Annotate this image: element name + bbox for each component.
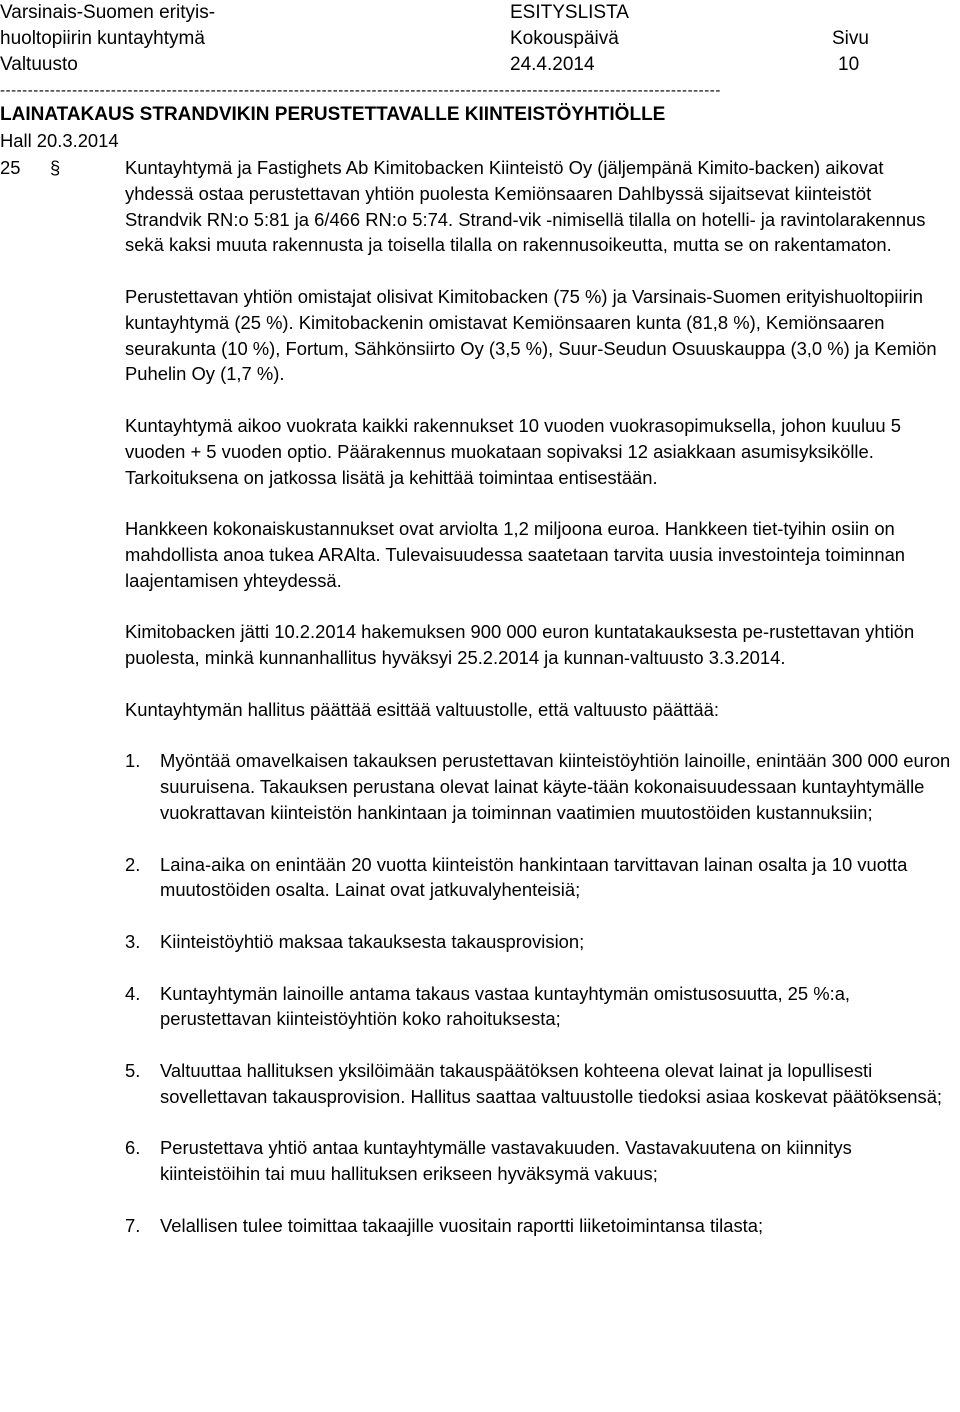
item-number: 3. [125, 930, 141, 952]
header-separator: ---------------------------------------------------------------------------------------------------------------------------------- [0, 82, 721, 99]
board-meeting-ref: Hall 20.3.2014 [0, 130, 119, 151]
item-text: Perustettava yhtiö antaa kuntayhtymälle vastavakuuden. Vastavakuutena on kiinnitys kiinteistöihin tai muu hallituksen erikseen hyväksymä vakuus; [160, 1137, 852, 1185]
item-number: 6. [125, 1137, 141, 1159]
item-text: Laina-aika on enintään 20 vuotta kiinteistön hankintaan tarvittavan lainan osalta ja 10 vuotta muutostöiden osalta. Lainat ovat jatkuvalyhenteisiä; [160, 853, 908, 901]
org-name-line2: huoltopiirin kuntayhtymä [0, 28, 205, 49]
decision-item-3 [125, 929, 953, 955]
paragraph: Kuntayhtymän hallitus päättää esittää valtuustolle, että valtuusto päättää: [125, 698, 719, 720]
section-body [125, 155, 953, 1264]
paragraph: Kuntayhtymä ja Fastighets Ab Kimitobacken Kiinteistö Oy (jäljempänä Kimito-backen) aikovat yhdessä ostaa perustettavan yhtiön puolesta Kemiönsaaren Dahlbyssä sijaitsevat kiinteistöt Strandvik RN:o 5:81 ja 6/466 RN:o 5:74. Strand-vik -nimisellä tilalla on hotelli- ja ravintolarakennus sekä kaksi muuta rakennusta ja toisella tilalla on rakennusoikeutta, mutta se on rakentamaton. [125, 157, 926, 256]
decision-item-6 [125, 1135, 953, 1187]
item-number: 5. [125, 1059, 141, 1081]
item-text: Kuntayhtymän lainoille antama takaus vastaa kuntayhtymän omistusosuutta, 25 %:a, perustettavan kiinteistöyhtiön koko rahoituksesta; [160, 982, 851, 1030]
document-type: ESITYSLISTA [510, 2, 629, 23]
paragraph: Perustettavan yhtiön omistajat olisivat Kimitobacken (75 %) ja Varsinais-Suomen erityishuoltopiirin kuntayhtymä (25 %). Kimitobackenin omistavat Kemiönsaaren kunta (81,8 %), Kemiönsaaren seurakunta (10 %), Fortum, Sähkönsiirto Oy (3,5 %), Suur-Seudun Osuuskauppa (3,0 %) ja Kemiön Puhelin Oy (1,7 %). [125, 285, 937, 385]
decision-item-4 [125, 981, 953, 1033]
item-number: 4. [125, 982, 141, 1004]
section-title: LAINATAKAUS STRANDVIKIN PERUSTETTAVALLE KIINTEISTÖYHTIÖLLE [0, 104, 666, 125]
decision-item-7 [125, 1213, 953, 1239]
org-body: Valtuusto [0, 54, 78, 75]
section-sign: § [50, 157, 61, 178]
meeting-date: 24.4.2014 [510, 54, 595, 75]
org-name-line1: Varsinais-Suomen erityis- [0, 2, 216, 23]
paragraph: Kimitobacken jätti 10.2.2014 hakemuksen 900 000 euron kuntatakauksesta pe-rustettavan yhtiön puolesta, minkä kunnanhallitus hyväksyi 25.2.2014 ja kunnan-valtuusto 3.3.2014. [125, 621, 915, 669]
page-number: 10 [838, 54, 860, 75]
decision-item-5 [125, 1058, 953, 1110]
item-text: Myöntää omavelkaisen takauksen perustettavan kiinteistöyhtiön lainoille, enintään 300 000 euron suuruisena. Takauksen perustana olevat lainat käyte-tään kokonaisuudessaan kuntayhtymälle vuokrattavan kiinteistön hankintaan ja toiminnan vaatimien muutostöiden kustannuksiin; [160, 750, 951, 823]
item-text: Kiinteistöyhtiö maksaa takauksesta takausprovision; [160, 930, 585, 952]
item-number: 1. [125, 750, 141, 772]
item-number: 7. [125, 1214, 141, 1236]
decision-item-2 [125, 852, 953, 904]
section-number: 25 [0, 157, 21, 178]
decision-item-1 [125, 748, 953, 825]
page-label: Sivu [832, 28, 869, 49]
item-number: 2. [125, 853, 141, 875]
item-text: Velallisen tulee toimittaa takaajille vuositain raportti liiketoimintansa tilasta; [160, 1214, 764, 1236]
meeting-date-label: Kokouspäivä [510, 28, 619, 49]
paragraph: Hankkeen kokonaiskustannukset ovat arviolta 1,2 miljoona euroa. Hankkeen tiet-tyihin osiin on mahdollista anoa tukea ARAlta. Tulevaisuudessa saatetaan tarvita uusia investointeja toiminnan laajentamisen yhteydessä. [125, 518, 906, 591]
item-text: Valtuuttaa hallituksen yksilöimään takauspäätöksen kohteena olevat lainat ja lopullisesti sovellettavan takausprovision. Hallitus saattaa valtuustolle tiedoksi asiaa koskevat päätöksensä; [160, 1059, 943, 1107]
paragraph: Kuntayhtymä aikoo vuokrata kaikki rakennukset 10 vuoden vuokrasopimuksella, johon kuuluu 5 vuoden + 5 vuoden optio. Päärakennus muokataan sopivaksi 12 asiakkaan asumisyksikölle. Tarkoituksena on jatkossa lisätä ja kehittää toimintaa entisestään. [125, 414, 901, 488]
